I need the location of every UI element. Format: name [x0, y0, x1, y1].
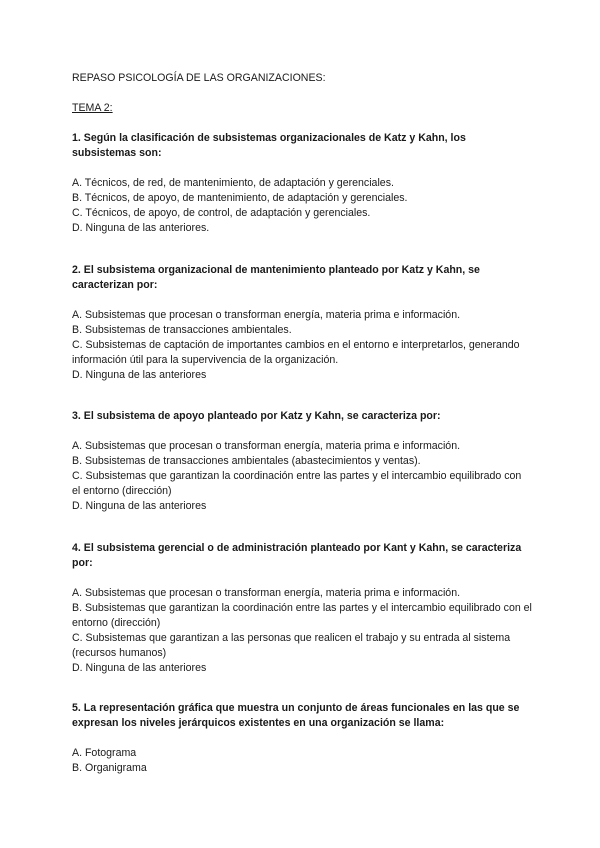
document-title: REPASO PSICOLOGÍA DE LAS ORGANIZACIONES:: [72, 72, 326, 84]
option-c: C. Técnicos, de apoyo, de control, de adaptación y gerenciales.: [72, 207, 371, 219]
option-a: A. Subsistemas que procesan o transforman energía, materia prima e información.: [72, 440, 461, 452]
option-d: D. Ninguna de las anteriores: [72, 500, 207, 512]
question-3: [72, 409, 532, 514]
option-list: [72, 439, 532, 514]
question-text: 4. El subsistema gerencial o de administración planteado por Kant y Kahn, se caracteriza por:: [72, 542, 522, 569]
option-d: D. Ninguna de las anteriores.: [72, 222, 210, 234]
option-c: C. Subsistemas que garantizan la coordinación entre las partes y el intercambio equilibrado con el entorno (dirección): [72, 470, 522, 497]
option-b: B. Subsistemas de transacciones ambientales.: [72, 324, 292, 336]
question-1: [72, 131, 532, 236]
option-a: A. Subsistemas que procesan o transforman energía, materia prima e información.: [72, 309, 461, 321]
question-5: [72, 701, 532, 776]
option-b: B. Técnicos, de apoyo, de mantenimiento, de adaptación y gerenciales.: [72, 192, 408, 204]
option-b: B. Subsistemas de transacciones ambientales (abastecimientos y ventas).: [72, 455, 421, 467]
option-a: A. Técnicos, de red, de mantenimiento, de adaptación y gerenciales.: [72, 177, 394, 189]
question-4: [72, 541, 532, 676]
option-a: A. Fotograma: [72, 747, 137, 759]
question-text: 2. El subsistema organizacional de mantenimiento planteado por Katz y Kahn, se caracterizan por:: [72, 264, 480, 291]
option-list: [72, 176, 532, 236]
option-b: B. Organigrama: [72, 762, 147, 774]
question-2: [72, 263, 532, 383]
question-text: 3. El subsistema de apoyo planteado por Katz y Kahn, se caracteriza por:: [72, 410, 441, 422]
option-a: A. Subsistemas que procesan o transforman energía, materia prima e información.: [72, 587, 461, 599]
option-b: B. Subsistemas que garantizan la coordinación entre las partes y el intercambio equilibrado con el entorno (dirección): [72, 602, 532, 629]
option-list: [72, 746, 532, 776]
document-subtitle: TEMA 2:: [72, 102, 113, 114]
question-text: 1. Según la clasificación de subsistemas organizacionales de Katz y Kahn, los subsistemas son:: [72, 132, 466, 159]
question-text: 5. La representación gráfica que muestra un conjunto de áreas funcionales en las que se expresan los niveles jerárquicos existentes en una organización se llama:: [72, 702, 520, 729]
option-d: D. Ninguna de las anteriores: [72, 369, 207, 381]
option-d: D. Ninguna de las anteriores: [72, 662, 207, 674]
option-c: C. Subsistemas que garantizan a las personas que realicen el trabajo y su entrada al sistema (recursos humanos): [72, 632, 511, 659]
option-c: C. Subsistemas de captación de importantes cambios en el entorno e interpretarlos, generando información útil para la supervivencia de la organización.: [72, 339, 520, 366]
option-list: [72, 586, 532, 676]
option-list: [72, 308, 532, 383]
